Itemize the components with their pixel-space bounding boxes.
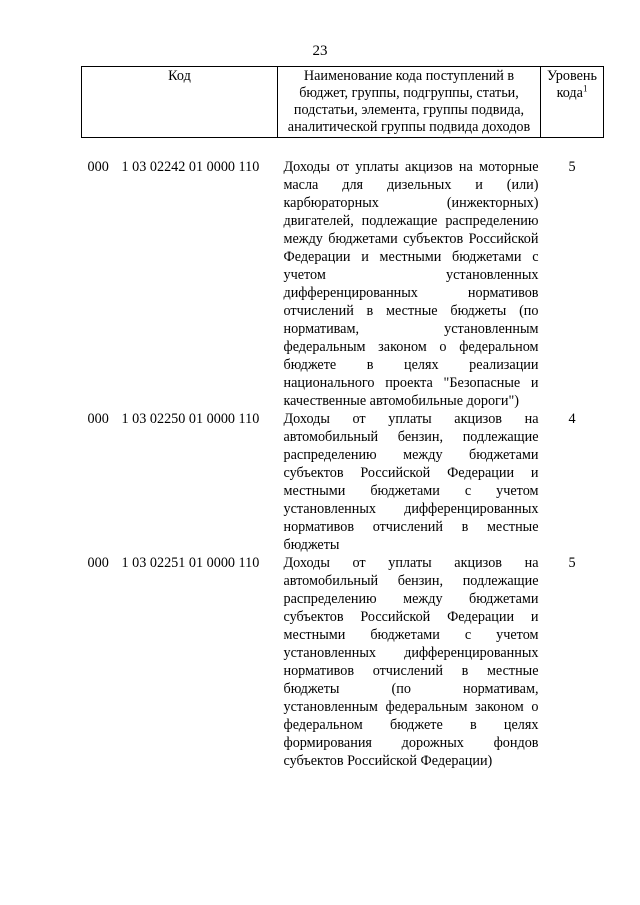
table-row bbox=[82, 410, 604, 554]
page-number: 23 bbox=[312, 43, 328, 59]
header-level bbox=[541, 67, 604, 138]
table-row bbox=[82, 554, 604, 770]
footnote-marker: 1 bbox=[582, 83, 588, 94]
code-level: 5 bbox=[568, 555, 576, 571]
header-code: Код bbox=[82, 67, 278, 138]
header-name: Наименование кода поступлений в бюджет, группы, подгруппы, статьи, подстатьи, элемента, группы подвида, аналитической группы подвида доходов bbox=[278, 67, 541, 138]
code-cell bbox=[82, 410, 278, 554]
code-level: 4 bbox=[568, 411, 576, 427]
budget-codes-table bbox=[81, 66, 604, 770]
revenue-code: 1 03 02251 01 0000 110 bbox=[121, 555, 260, 571]
revenue-name: Доходы от уплаты акцизов на автомобильный бензин, подлежащие распределению между бюджетами субъектов Российской Федерации и местными бюджетами с учетом установленных дифференцированных нормативов отчислений в местные бюджеты (по нормативам, установленным федеральным законом о федеральном бюджете в целях формирования дорожных фондов субъектов Российской Федерации) bbox=[283, 555, 539, 769]
table-row bbox=[82, 158, 604, 410]
revenue-name: Доходы от уплаты акцизов на автомобильный бензин, подлежащие распределению между бюджетами субъектов Российской Федерации и местными бюджетами с учетом установленных дифференцированных нормативов отчислений в местные бюджеты bbox=[283, 411, 539, 553]
revenue-code: 1 03 02242 01 0000 110 bbox=[121, 159, 260, 175]
admin-code: 000 bbox=[87, 555, 109, 571]
revenue-name: Доходы от уплаты акцизов на моторные масла для дизельных и (или) карбюраторных (инжекторных) двигателей, подлежащие распределению между бюджетами субъектов Российской Федерации и местными бюджетами с учетом установленных дифференцированных нормативов отчислений в местные бюджеты (по нормативам, установленным федеральным законом о федеральном бюджете в целях реализации национального проекта "Безопасные и качественные автомобильные дороги") bbox=[283, 159, 539, 409]
revenue-code: 1 03 02250 01 0000 110 bbox=[121, 411, 260, 427]
table-header-row bbox=[82, 67, 604, 138]
code-cell bbox=[82, 158, 278, 410]
admin-code: 000 bbox=[87, 159, 109, 175]
header-level-label: Уровень кода bbox=[547, 68, 597, 101]
code-level: 5 bbox=[568, 159, 576, 175]
code-cell bbox=[82, 554, 278, 770]
admin-code: 000 bbox=[87, 411, 109, 427]
